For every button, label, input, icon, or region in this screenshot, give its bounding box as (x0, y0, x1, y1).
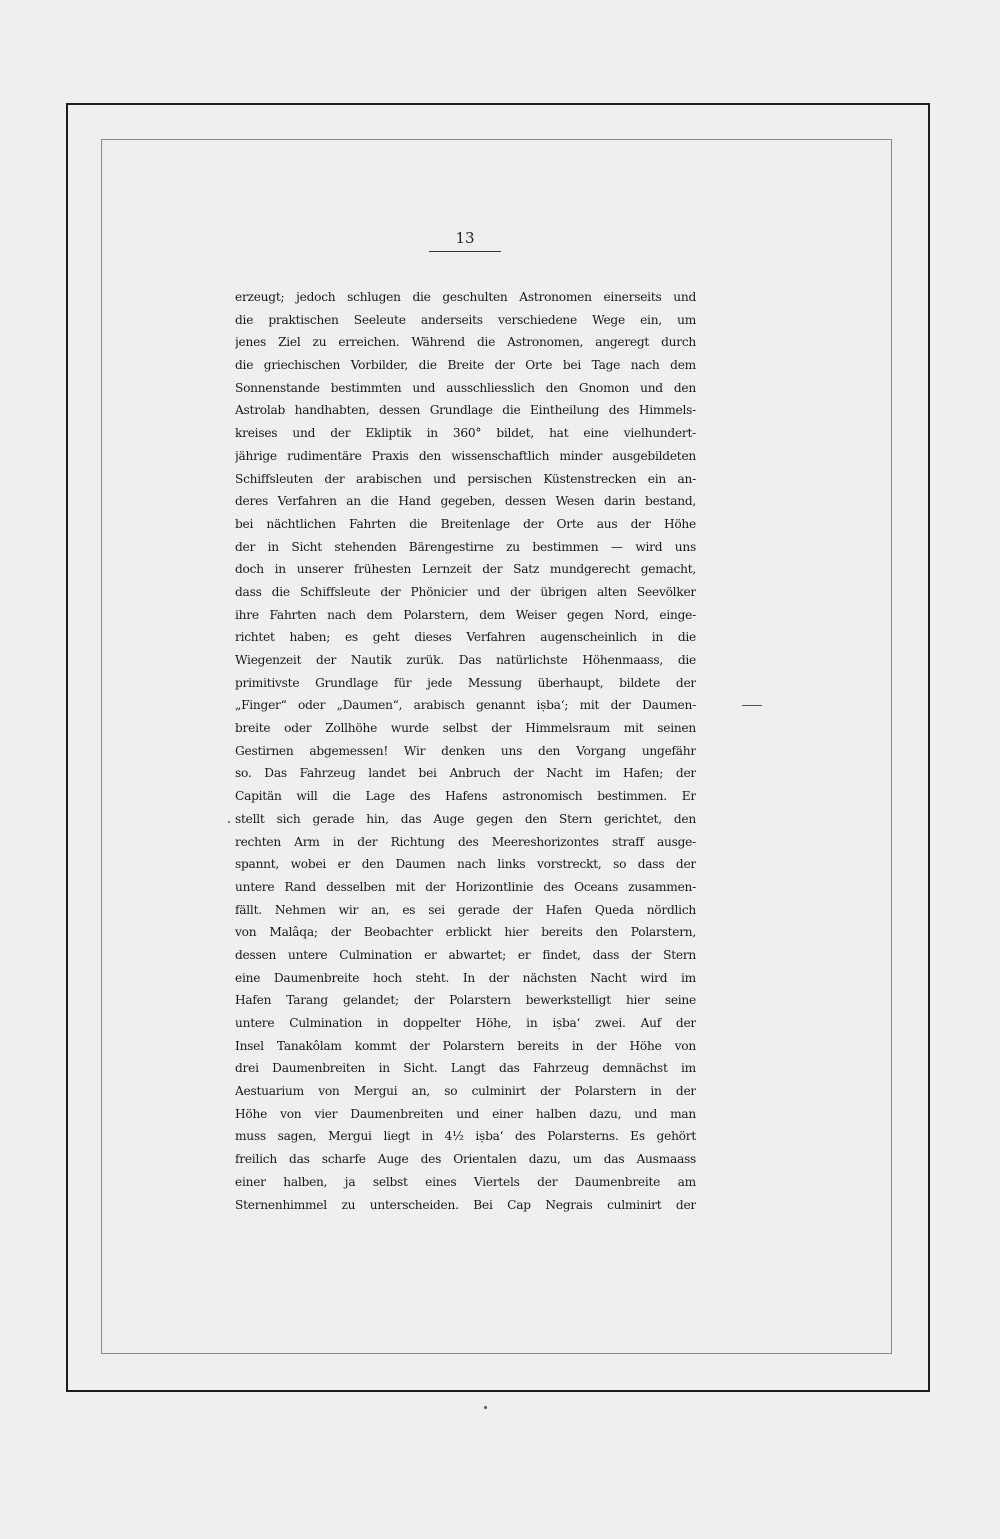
text-line: jährige rudimentäre Praxis den wissenschaftlich minder ausgebildeten (235, 448, 696, 463)
text-line: Aestuarium von Mergui an, so culminirt der Polarstern in der (235, 1084, 696, 1099)
text-line: breite oder Zollhöhe wurde selbst der Himmelsraum mit seinen (235, 721, 696, 736)
body-text (235, 286, 696, 1216)
text-line: Wiegenzeit der Nautik zurük. Das natürlichste Höhenmaass, die (235, 653, 696, 667)
text-line: Sternenhimmel zu unterscheiden. Bei Cap Negrais culminirt der (235, 1197, 696, 1212)
text-line: richtet haben; es geht dieses Verfahren augenscheinlich in die (235, 630, 696, 645)
text-line: Sonnenstande bestimmten und ausschliesslich den Gnomon und den (235, 380, 696, 395)
text-line: Hafen Tarang gelandet; der Polarstern bewerkstelligt hier seine (235, 993, 696, 1008)
text-line: untere Rand desselben mit der Horizontlinie des Oceans zusammen- (235, 879, 696, 894)
text-line: die griechischen Vorbilder, die Breite der Orte bei Tage nach dem (235, 358, 696, 373)
text-line: die praktischen Seeleute anderseits verschiedene Wege ein, um (235, 312, 696, 327)
text-line: doch in unserer frühesten Lernzeit der Satz mundgerecht gemacht, (235, 562, 696, 577)
text-line: spannt, wobei er den Daumen nach links vorstreckt, so dass der (235, 857, 696, 872)
text-line: Insel Tanakôlam kommt der Polarstern bereits in der Höhe von (235, 1038, 696, 1053)
margin-pencil-mark (742, 705, 762, 706)
text-line: Schiffsleuten der arabischen und persischen Küstenstrecken ein an- (235, 471, 696, 486)
text-line: jenes Ziel zu erreichen. Während die Astronomen, angeregt durch (235, 335, 696, 350)
text-line: fällt. Nehmen wir an, es sei gerade der Hafen Queda nördlich (235, 902, 696, 917)
page-number: 13 (455, 229, 475, 247)
text-line: stellt sich gerade hin, das Auge gegen den Stern gerichtet, den (235, 811, 696, 826)
text-line: Astrolab handhabten, dessen Grundlage die Eintheilung des Himmels- (235, 403, 696, 418)
text-line: von Malâqa; der Beobachter erblickt hier bereits den Polarstern, (235, 925, 696, 940)
text-line: bei nächtlichen Fahrten die Breitenlage der Orte aus der Höhe (235, 516, 696, 531)
text-line: rechten Arm in der Richtung des Meereshorizontes straff ausge- (235, 834, 696, 849)
paper-speck (228, 821, 230, 823)
text-line: „Finger“ oder „Daumen“, arabisch genannt iṣba‘; mit der Daumen- (235, 698, 696, 713)
page-number-rule (429, 251, 501, 252)
text-line: einer halben, ja selbst eines Viertels der Daumenbreite am (235, 1174, 696, 1189)
text-line: Höhe von vier Daumenbreiten und einer halben dazu, und man (235, 1106, 696, 1121)
text-line: erzeugt; jedoch schlugen die geschulten Astronomen einerseits und (235, 290, 696, 304)
text-line: muss sagen, Mergui liegt in 4½ iṣba‘ des Polarsterns. Es gehört (235, 1129, 696, 1144)
text-line: freilich das scharfe Auge des Orientalen dazu, um das Ausmaass (235, 1152, 696, 1167)
text-line: dessen untere Culmination er abwartet; er findet, dass der Stern (235, 947, 696, 962)
text-line: untere Culmination in doppelter Höhe, in iṣba‘ zwei. Auf der (235, 1016, 696, 1030)
paper-speck (484, 1406, 487, 1409)
text-line: primitivste Grundlage für jede Messung überhaupt, bildete der (235, 675, 696, 690)
text-line: ihre Fahrten nach dem Polarstern, dem Weiser gegen Nord, einge- (235, 607, 696, 622)
text-line: drei Daumenbreiten in Sicht. Langt das Fahrzeug demnächst im (235, 1061, 696, 1076)
text-line: eine Daumenbreite hoch steht. In der nächsten Nacht wird im (235, 970, 696, 985)
text-line: deres Verfahren an die Hand gegeben, dessen Wesen darin bestand, (235, 494, 696, 509)
text-line: dass die Schiffsleute der Phönicier und der übrigen alten Seevölker (235, 584, 696, 599)
text-line: der in Sicht stehenden Bärengestirne zu bestimmen — wird uns (235, 539, 696, 554)
text-line: kreises und der Ekliptik in 360° bildet, hat eine vielhundert- (235, 426, 696, 441)
text-line: Gestirnen abgemessen! Wir denken uns den Vorgang ungefähr (235, 743, 696, 758)
text-line: so. Das Fahrzeug landet bei Anbruch der Nacht im Hafen; der (235, 766, 696, 781)
text-line: Capitän will die Lage des Hafens astronomisch bestimmen. Er (235, 789, 696, 804)
